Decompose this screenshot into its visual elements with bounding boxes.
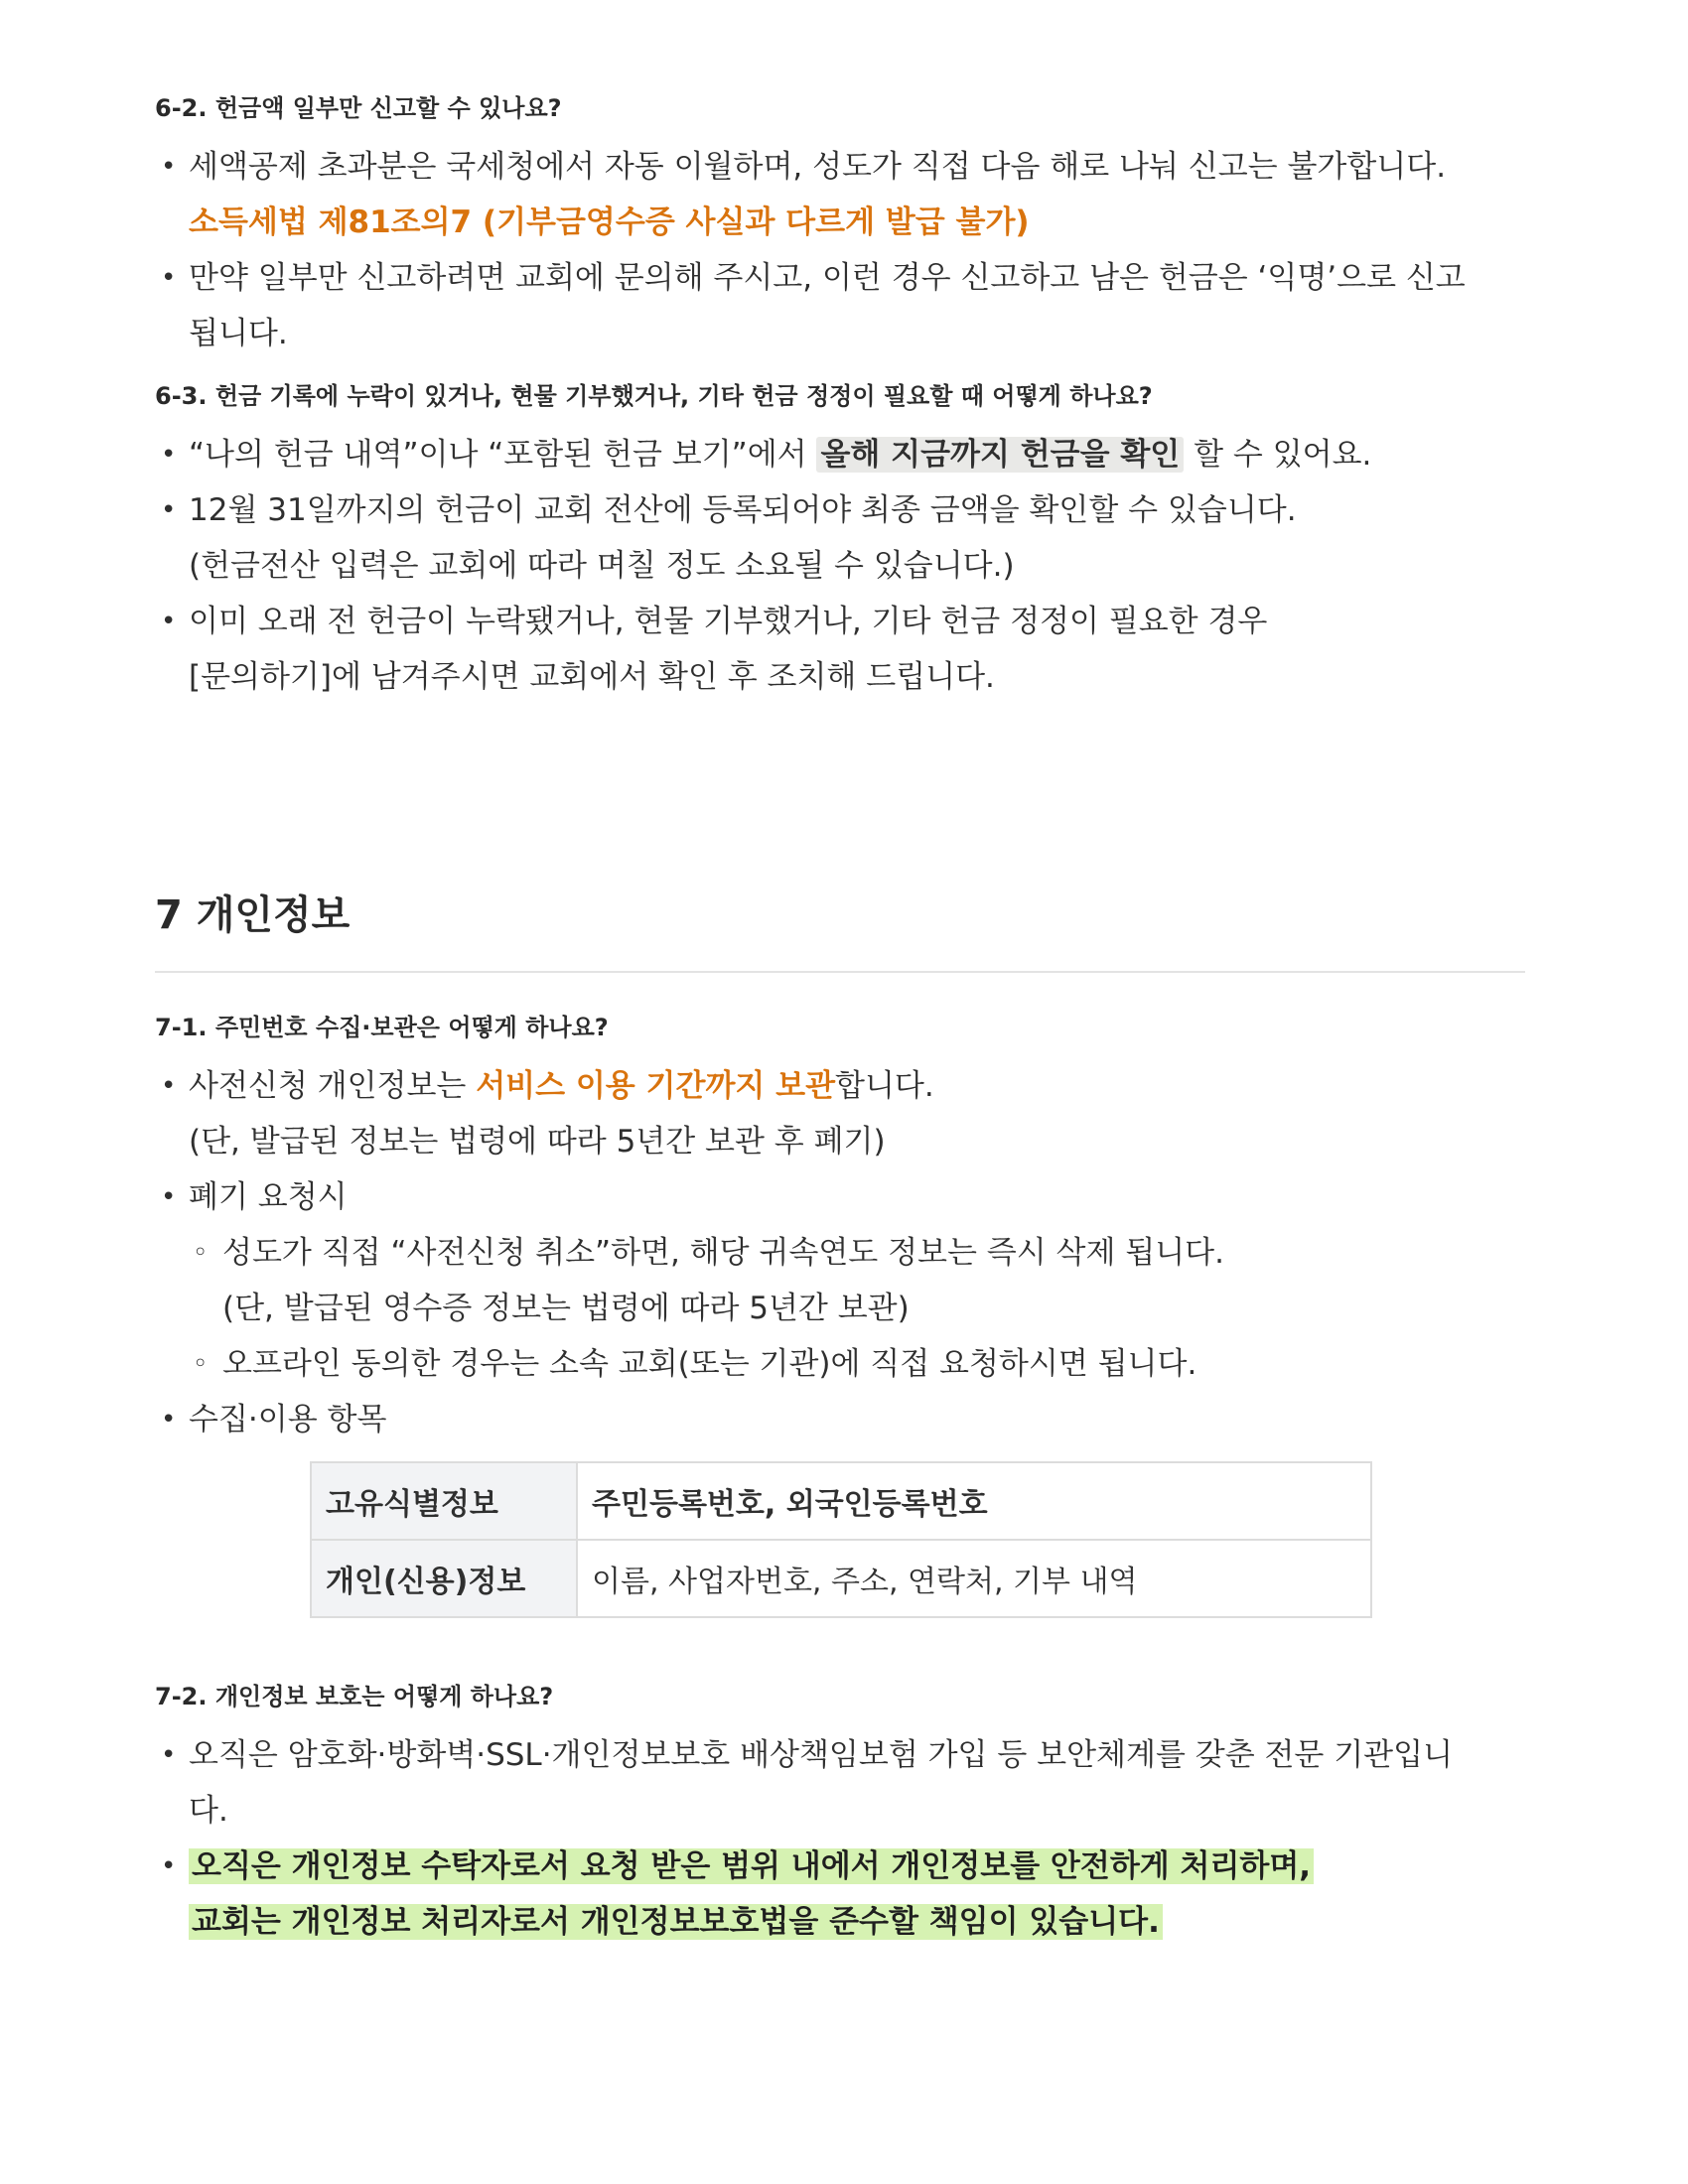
list-item xyxy=(155,427,1525,482)
sub-list-item xyxy=(189,1225,1525,1336)
answer-text: (단, 발급된 정보는 법령에 따라 5년간 보관 후 폐기) xyxy=(189,1124,886,1160)
table-cell: 주민등록번호, 외국인등록번호 xyxy=(577,1462,1371,1540)
answer-text: 수집·이용 항목 xyxy=(189,1402,387,1437)
section-divider xyxy=(155,971,1525,973)
answer-text: 이미 오래 전 헌금이 누락됐거나, 현물 기부했거나, 기타 헌금 정정이 필요한 경우 xyxy=(189,604,1268,639)
highlight-text: 서비스 이용 기간까지 보관 xyxy=(476,1068,836,1104)
answer-6-3-list xyxy=(155,427,1525,705)
table-row xyxy=(311,1540,1371,1617)
answer-text: 세액공제 초과분은 국세청에서 자동 이월하며, 성도가 직접 다음 해로 나눠 신고는 불가합니다. xyxy=(189,149,1447,185)
answer-text: (헌금전산 입력은 교회에 따라 며칠 정도 소요될 수 있습니다.) xyxy=(189,548,1015,584)
answer-6-2-list xyxy=(155,139,1525,361)
faq-page xyxy=(155,91,1525,1950)
list-item xyxy=(155,1839,1525,1950)
answer-text: 12월 31일까지의 헌금이 교회 전산에 등록되어야 최종 금액을 확인할 수 있습니다. xyxy=(189,492,1297,528)
answer-text: 만약 일부만 신고하려면 교회에 문의해 주시고, 이런 경우 신고하고 남은 헌금은 ‘익명’으로 신고 xyxy=(189,260,1466,296)
answer-text: 오직은 암호화·방화벽·SSL·개인정보보호 배상책임보험 가입 등 보안체계를 갖춘 전문 기관입니 xyxy=(189,1737,1454,1773)
list-item xyxy=(155,1392,1525,1447)
highlight-text: 올해 지금까지 헌금을 확인 xyxy=(816,437,1184,473)
answer-text: 사전신청 개인정보는 xyxy=(189,1068,477,1104)
list-item xyxy=(155,139,1525,250)
answer-text: 오프라인 동의한 경우는 소속 교회(또는 기관)에 직접 요청하시면 됩니다. xyxy=(222,1346,1197,1382)
table-cell: 이름, 사업자번호, 주소, 연락처, 기부 내역 xyxy=(577,1540,1371,1617)
question-6-3-title: 6-3. 헌금 기록에 누락이 있거나, 현물 기부했거나, 기타 헌금 정정이 필요할 때 어떻게 하나요? xyxy=(155,382,1153,410)
list-item xyxy=(155,482,1525,594)
table-header-cell: 개인(신용)정보 xyxy=(311,1540,577,1617)
sub-list-item xyxy=(189,1336,1525,1392)
highlight-text: 오직은 개인정보 수탁자로서 요청 받은 범위 내에서 개인정보를 안전하게 처리하며, xyxy=(189,1848,1314,1884)
answer-text: 성도가 직접 “사전신청 취소”하면, 해당 귀속연도 정보는 즉시 삭제 됩니다. xyxy=(222,1235,1224,1271)
list-item xyxy=(155,1727,1525,1839)
answer-text: 다. xyxy=(189,1793,228,1829)
answer-7-1-list xyxy=(155,1058,1525,1447)
answer-text: 됩니다. xyxy=(189,316,288,351)
highlight-text: 교회는 개인정보 처리자로서 개인정보보호법을 준수할 책임이 있습니다. xyxy=(189,1904,1163,1940)
law-reference: 소득세법 제81조의7 (기부금영수증 사실과 다르게 발급 불가) xyxy=(189,205,1030,240)
list-item xyxy=(155,250,1525,361)
table-header-cell: 고유식별정보 xyxy=(311,1462,577,1540)
question-7-2-title: 7-2. 개인정보 보호는 어떻게 하나요? xyxy=(155,1683,554,1710)
answer-7-2-list xyxy=(155,1727,1525,1950)
list-item xyxy=(155,594,1525,705)
list-item xyxy=(155,1169,1525,1392)
table-row xyxy=(311,1462,1371,1540)
answer-text: [문의하기]에 남겨주시면 교회에서 확인 후 조치해 드립니다. xyxy=(189,659,995,695)
answer-text: (단, 발급된 영수증 정보는 법령에 따라 5년간 보관) xyxy=(222,1291,910,1326)
answer-text: 합니다. xyxy=(835,1068,934,1104)
section-title: 7 개인정보 xyxy=(155,892,351,938)
collected-items-table xyxy=(310,1461,1372,1618)
answer-text: 할 수 있어요. xyxy=(1184,437,1372,473)
list-item xyxy=(155,1058,1525,1169)
question-6-2-title: 6-2. 헌금액 일부만 신고할 수 있나요? xyxy=(155,94,562,122)
answer-text: “나의 헌금 내역”이나 “포함된 헌금 보기”에서 xyxy=(189,437,817,473)
sub-list xyxy=(189,1225,1525,1392)
question-7-1-title: 7-1. 주민번호 수집·보관은 어떻게 하나요? xyxy=(155,1014,609,1041)
answer-text: 폐기 요청시 xyxy=(189,1179,348,1215)
